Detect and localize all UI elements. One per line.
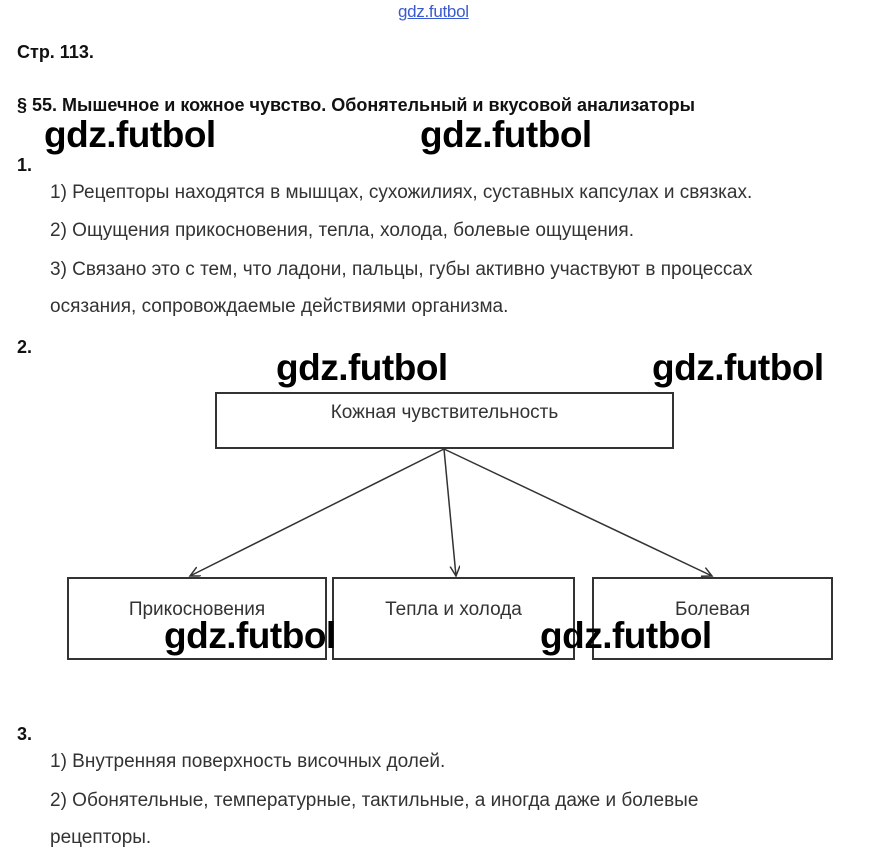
diagram-child-label: Тепла и холода [385,599,522,620]
watermark: gdz.futbol [276,347,448,388]
arrow-to-touch [190,449,444,576]
arrow-to-heat-cold [444,449,456,576]
diagram-child-label: Прикосновения [128,599,266,620]
q3-answer-2: 2) Обонятельные, температурные, тактильные, а иногда даже и болевые [50,790,699,811]
diagram-root-label: Кожная чувствительность [330,402,559,423]
watermark: gdz.futbol [420,114,592,155]
q3-answer-1: 1) Внутренняя поверхность височных долей. [50,751,446,772]
q1-answer-2: 2) Ощущения прикосновения, тепла, холода, болевые ощущения. [50,220,634,241]
arrow-to-pain [444,449,712,576]
diagram-root-box [215,392,674,449]
question-2-number: 2. [17,337,33,357]
watermark: gdz.futbol [164,615,336,656]
watermark: gdz.futbol [540,615,712,656]
q3-answer-2-cont: рецепторы. [50,827,152,848]
page-reference: Стр. 113. [17,42,94,62]
q1-answer-1: 1) Рецепторы находятся в мышцах, сухожилиях, суставных капсулах и связках. [50,182,753,203]
section-title: § 55. Мышечное и кожное чувство. Обонятельный и вкусовой анализаторы [17,95,696,115]
diagram-child-label: Болевая [674,599,750,620]
watermark: gdz.futbol [44,114,216,155]
question-1-number: 1. [17,155,33,175]
watermark-link[interactable]: gdz.futbol [398,2,469,21]
q1-answer-3: 3) Связано это с тем, что ладони, пальцы, губы активно участвуют в процессах [50,259,753,280]
watermark: gdz.futbol [652,347,824,388]
question-3-number: 3. [17,724,33,744]
q1-answer-3-cont: осязания, сопровождаемые действиями организма. [50,296,509,317]
diagram-child-box-heat-cold [332,577,575,660]
